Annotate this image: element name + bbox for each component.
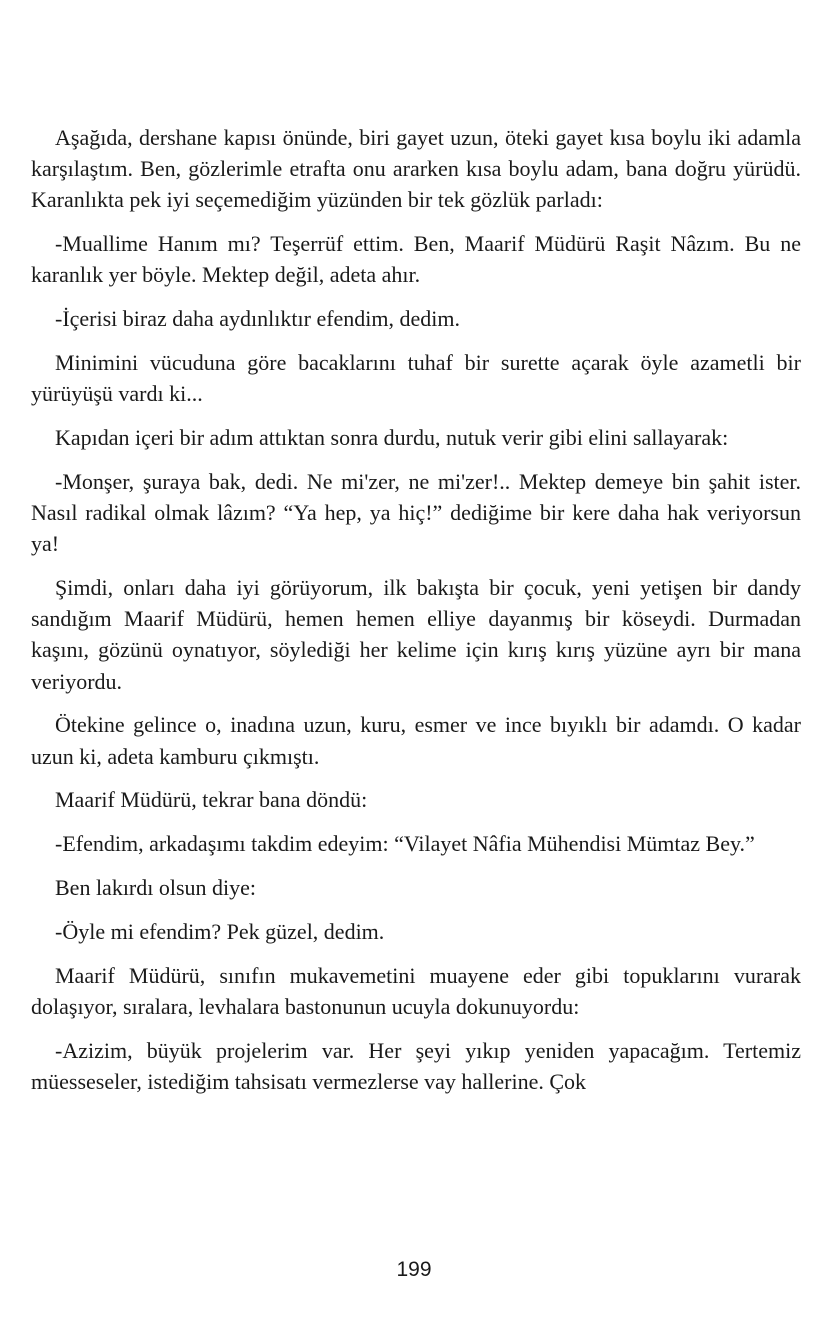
paragraph: Kapıdan içeri bir adım attıktan sonra durdu, nutuk verir gibi elini sallayarak:: [55, 425, 729, 450]
paragraph: -Muallime Hanım mı? Teşerrüf ettim. Ben, Maarif Müdürü Raşit Nâzım. Bu ne karanlık yer böyle. Mektep değil, adeta ahır.: [31, 231, 801, 288]
paragraph: -Efendim, arkadaşımı takdim edeyim: “Vilayet Nâfia Mühendisi Mümtaz Bey.”: [55, 831, 755, 857]
page-number: 199: [396, 1258, 432, 1281]
paragraph: Minimini vücuduna göre bacaklarını tuhaf bir surette açarak öyle azametli bir yürüyüşü vardı ki...: [31, 350, 801, 407]
paragraph: -İçerisi biraz daha aydınlıktır efendim, dedim.: [55, 306, 461, 332]
paragraph: -Azizim, büyük projelerim var. Her şeyi yıkıp yeniden yapacağım. Tertemiz müesseseler, istediğim tahsisatı vermezlerse vay hallerine. Çok: [31, 1037, 801, 1094]
paragraph: -Öyle mi efendim? Pek güzel, dedim.: [55, 918, 385, 944]
paragraph: Maarif Müdürü, tekrar bana döndü:: [55, 787, 368, 813]
paragraph: Aşağıda, dershane kapısı önünde, biri gayet uzun, öteki gayet kısa boylu iki adamla karşılaştım. Ben, gözlerimle etrafta onu ararken kısa boylu adam, bana doğru yürüdü. Karanlıkta pek iyi seçemediğim yüzünden bir tek gözlük parladı:: [31, 125, 801, 213]
paragraph: Ötekine gelince o, inadına uzun, kuru, esmer ve ince bıyıklı bir adamdı. O kadar uzun ki, adeta kamburu çıkmıştı.: [31, 712, 801, 769]
paragraph: Şimdi, onları daha iyi görüyorum, ilk bakışta bir çocuk, yeni yetişen bir dandy sandığım Maarif Müdürü, hemen hemen elliye dayanmış bir köseydi. Durmadan kaşını, gözünü oynatıyor, söylediği her kelime için kırış kırış yüzüne ayrı bir mana veriyordu.: [31, 575, 801, 694]
paragraph: -Monşer, şuraya bak, dedi. Ne mi'zer, ne mi'zer!.. Mektep demeye bin şahit ister. Nasıl radikal olmak lâzım? “Ya hep, ya hiç!” dediğime bir kere daha hak veriyorsun ya!: [31, 468, 801, 557]
paragraph: Maarif Müdürü, sınıfın mukavemetini muayene eder gibi topuklarını vurarak dolaşıyor, sıralara, levhalara bastonunun ucuyla dokunuyordu:: [31, 962, 801, 1019]
page-body: [31, 122, 801, 1097]
paragraph: Ben lakırdı olsun diye:: [55, 875, 257, 900]
